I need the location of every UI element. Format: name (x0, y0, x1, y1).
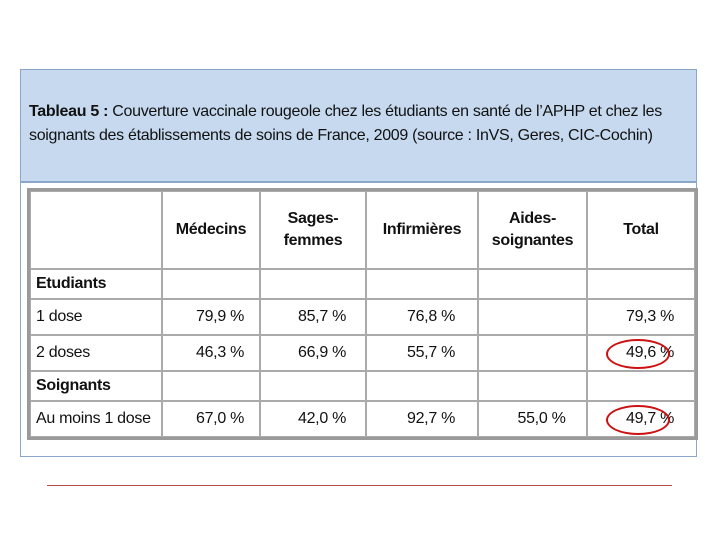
row-label: 2 doses (30, 335, 162, 371)
cell-value: 85,7 % (297, 308, 346, 325)
empty-cell (587, 371, 695, 401)
cell-value: 79,3 % (625, 308, 674, 325)
cell-medecins (162, 335, 260, 371)
cell-sages-femmes (260, 401, 366, 437)
cell-medecins (162, 299, 260, 335)
header-row (30, 191, 695, 269)
cell-infirmieres (366, 335, 478, 371)
group-label: Soignants (30, 371, 162, 401)
caption-label: Tableau 5 : (29, 103, 109, 120)
row-label: 1 dose (30, 299, 162, 335)
footer-divider (47, 485, 672, 486)
cell-total (587, 299, 695, 335)
cell-value: 55,7 % (406, 344, 455, 361)
table-figure (20, 69, 697, 457)
cell-value (524, 308, 542, 325)
cell-value: 79,9 % (195, 308, 244, 325)
header-empty-cell (30, 191, 162, 269)
cell-infirmieres (366, 401, 478, 437)
vaccination-coverage-table (27, 188, 698, 440)
group-row-etudiants (30, 269, 695, 299)
row-label: Au moins 1 dose (30, 401, 162, 437)
cell-sages-femmes (260, 335, 366, 371)
header-sages-femmes-text: Sages-femmes (283, 210, 343, 249)
header-medecins: Médecins (162, 191, 260, 269)
cell-total-highlighted (587, 335, 695, 371)
cell-value: 42,0 % (297, 410, 346, 427)
caption-text: Couverture vaccinale rougeole chez les étudiants en santé de l’APHP et chez les soignants des établissements de soins de France, 2009 (source : InVS, Geres, CIC-Cochin) (29, 103, 662, 144)
cell-total-highlighted (587, 401, 695, 437)
cell-aides-soignantes (478, 299, 587, 335)
header-total: Total (587, 191, 695, 269)
cell-value (524, 344, 542, 361)
cell-value: 46,3 % (195, 344, 244, 361)
cell-value: 67,0 % (195, 410, 244, 427)
header-infirmieres: Infirmières (366, 191, 478, 269)
cell-sages-femmes (260, 299, 366, 335)
header-sages-femmes (260, 191, 366, 269)
empty-cell (260, 269, 366, 299)
header-aides-soignantes-text: Aides-soignantes (491, 210, 574, 249)
empty-cell (162, 269, 260, 299)
table-row (30, 299, 695, 335)
cell-value: 66,9 % (297, 344, 346, 361)
cell-value: 55,0 % (517, 410, 566, 427)
cell-value: 49,7 % (625, 410, 674, 427)
group-row-soignants (30, 371, 695, 401)
empty-cell (162, 371, 260, 401)
cell-value: 92,7 % (406, 410, 455, 427)
empty-cell (587, 269, 695, 299)
empty-cell (478, 371, 587, 401)
table-caption (21, 70, 696, 183)
empty-cell (366, 371, 478, 401)
cell-medecins (162, 401, 260, 437)
empty-cell (366, 269, 478, 299)
group-label: Etudiants (30, 269, 162, 299)
cell-aides-soignantes (478, 335, 587, 371)
cell-aides-soignantes (478, 401, 587, 437)
header-aides-soignantes (478, 191, 587, 269)
table-row (30, 401, 695, 437)
table-row (30, 335, 695, 371)
empty-cell (260, 371, 366, 401)
empty-cell (478, 269, 587, 299)
cell-infirmieres (366, 299, 478, 335)
cell-value: 49,6 % (625, 344, 674, 361)
cell-value: 76,8 % (406, 308, 455, 325)
